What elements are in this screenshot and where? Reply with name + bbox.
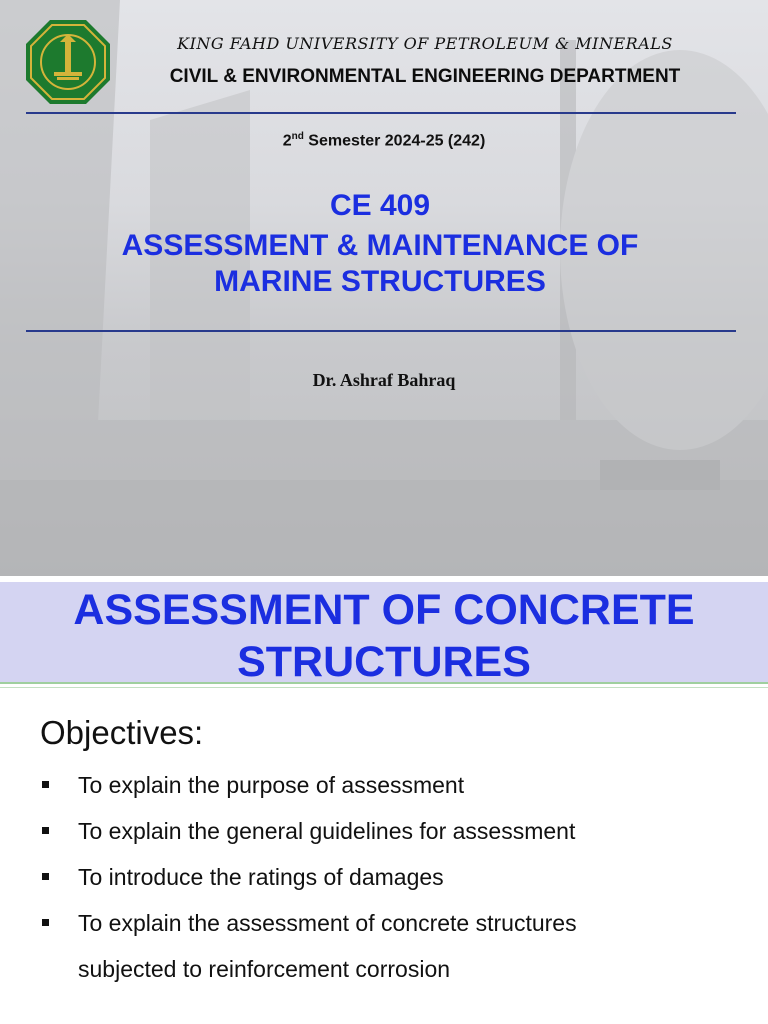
objective-item (40, 762, 740, 808)
bullet-icon (42, 781, 49, 788)
objective-text: To explain the purpose of assessment (78, 772, 465, 798)
instructor-name: Dr. Ashraf Bahraq (312, 370, 456, 390)
slide-title (0, 584, 768, 688)
objective-text: To explain the general guidelines for assessment (78, 818, 576, 844)
header-divider (26, 112, 736, 114)
objective-item-continuation (40, 946, 740, 992)
semester-text: Semester 2024-25 (242) (303, 132, 486, 150)
course-code: CE 409 (329, 189, 431, 222)
university-seal-icon (24, 18, 112, 106)
semester-ordinal: 2 (282, 132, 292, 150)
objective-item (40, 900, 740, 946)
semester-ordinal-suffix: nd (291, 131, 304, 142)
slide-title-band (0, 582, 768, 684)
title-divider (26, 330, 736, 332)
objectives-heading: Objectives: (40, 714, 204, 751)
objective-item (40, 854, 740, 900)
course-title-line-1: ASSESSMENT & MAINTENANCE OF (121, 229, 639, 262)
semester-line (0, 131, 768, 150)
objectives-list (40, 762, 740, 992)
course-title-line-2: MARINE STRUCTURES (214, 265, 546, 298)
objective-text: To explain the assessment of concrete structures (78, 910, 577, 936)
university-name: KING FAHD UNIVERSITY OF PETROLEUM & MINERALS (177, 34, 673, 53)
bullet-icon (42, 919, 49, 926)
objective-text: To introduce the ratings of damages (78, 864, 444, 890)
objectives-slide (0, 576, 768, 1024)
objective-text-continuation: subjected to reinforcement corrosion (78, 956, 451, 982)
slide-title-line-2: STRUCTURES (237, 638, 531, 686)
objective-item (40, 808, 740, 854)
bullet-icon (42, 827, 49, 834)
bullet-icon (42, 873, 49, 880)
slide-title-line-1: ASSESSMENT OF CONCRETE (73, 586, 695, 634)
department-name: CIVIL & ENVIRONMENTAL ENGINEERING DEPARTMENT (169, 66, 681, 87)
course-title (40, 228, 720, 300)
